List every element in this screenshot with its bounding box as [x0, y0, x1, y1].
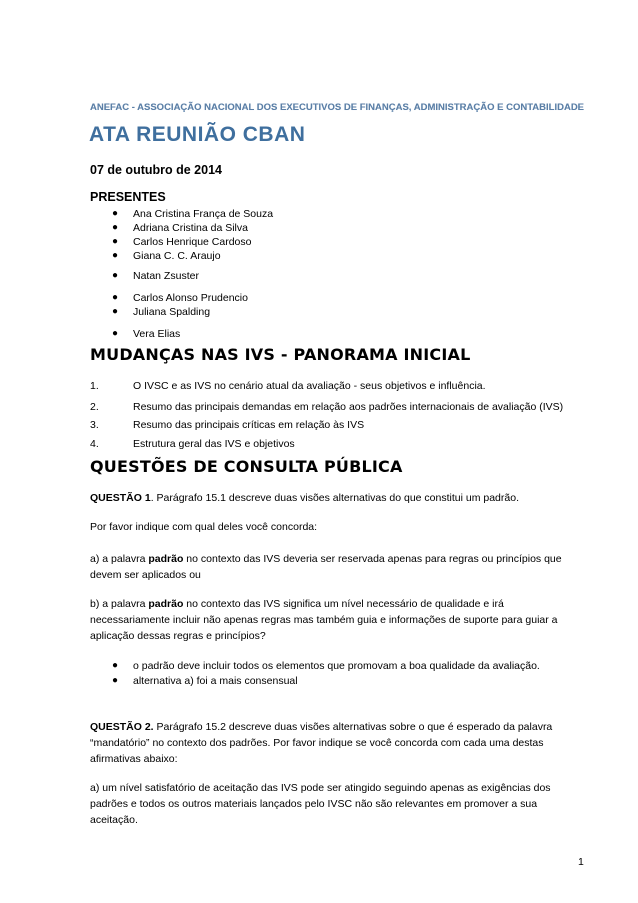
attendee-name: Giana C. C. Araujo: [133, 250, 221, 262]
attendees-heading: PRESENTES: [90, 190, 166, 204]
bullet-icon: ●: [112, 250, 119, 261]
list-item: Resumo das principais críticas em relação às IVS: [133, 419, 365, 431]
option-a-line-1: a) a palavra padrão no contexto das IVS deveria ser reservada apenas para regras ou princípios que: [90, 553, 562, 565]
attendee-name: Carlos Henrique Cardoso: [133, 236, 252, 248]
list-number: 3.: [90, 419, 99, 431]
question-2-label: QUESTÃO 2.: [90, 721, 154, 733]
q2-option-a-line-1: a) um nível satisfatório de aceitação das IVS pode ser atingido seguindo apenas as exigências dos: [90, 782, 551, 794]
bullet-icon: ●: [112, 222, 119, 233]
bullet-icon: ●: [112, 660, 119, 671]
page-number: 1: [578, 856, 584, 868]
list-number: 4.: [90, 438, 99, 450]
option-a-line-2: devem ser aplicados ou: [90, 569, 201, 581]
question-1-intro: [90, 492, 519, 504]
attendee-name: Natan Zsuster: [133, 270, 199, 282]
answer-bullet: alternativa a) foi a mais consensual: [133, 675, 298, 687]
attendee-name: Juliana Spalding: [133, 306, 211, 318]
q2-option-a-line-3: aceitação.: [90, 814, 138, 826]
list-number: 1.: [90, 380, 99, 392]
attendee-name: Ana Cristina França de Souza: [133, 208, 274, 220]
attendee-name: Adriana Cristina da Silva: [133, 222, 248, 234]
list-item: O IVSC e as IVS no cenário atual da avaliação - seus objetivos e influência.: [133, 380, 486, 392]
list-number: 2.: [90, 401, 99, 413]
option-b-line-3: aplicação dessas regras e princípios?: [90, 630, 266, 642]
attendee-name: Carlos Alonso Prudencio: [133, 292, 248, 304]
bullet-icon: ●: [112, 306, 119, 317]
keyword-padrao: padrão: [148, 598, 184, 610]
meeting-date: 07 de outubro de 2014: [90, 163, 222, 177]
document-title: ATA REUNIÃO CBAN: [89, 123, 306, 146]
list-item: Estrutura geral das IVS e objetivos: [133, 438, 295, 450]
bullet-icon: ●: [112, 270, 119, 281]
question-2-line-2: “mandatório” no contexto dos padrões. Por favor indique se você concorda com cada uma destas: [90, 737, 544, 749]
question-2-line-1: QUESTÃO 2. Parágrafo 15.2 descreve duas visões alternativas sobre o que é esperado da palavra: [90, 721, 553, 733]
option-b-line-2: necessariamente incluir não apenas regras mas também guia e informações de suporte para guiar a: [90, 614, 558, 626]
organization-header: ANEFAC - ASSOCIAÇÃO NACIONAL DOS EXECUTIVOS DE FINANÇAS, ADMINISTRAÇÃO E CONTABILIDADE: [90, 102, 585, 113]
bullet-icon: ●: [112, 328, 119, 339]
list-item: Resumo das principais demandas em relação aos padrões internacionais de avaliação (IVS): [133, 401, 564, 413]
section-heading-mudancas: MUDANÇAS NAS IVS - PANORAMA INICIAL: [90, 345, 471, 364]
bullet-icon: ●: [112, 236, 119, 247]
question-1-ask: Por favor indique com qual deles você concorda:: [90, 521, 318, 533]
attendee-name: Vera Elias: [133, 328, 181, 340]
q2-option-a-line-2: padrões e todos os outros materiais lançados pelo IVSC não são relevantes em promover a sua: [90, 798, 538, 810]
keyword-padrao: padrão: [148, 553, 184, 565]
question-2-line-3: afirmativas abaixo:: [90, 753, 178, 765]
option-b-line-1: b) a palavra padrão no contexto das IVS significa um nível necessário de qualidade e irá: [90, 598, 504, 610]
bullet-icon: ●: [112, 292, 119, 303]
question-1-label: QUESTÃO 1: [90, 492, 151, 504]
question-1-text: . Parágrafo 15.1 descreve duas visões alternativas do que constitui um padrão.: [150, 492, 519, 504]
answer-bullet: o padrão deve incluir todos os elementos que promovam a boa qualidade da avaliação.: [133, 660, 540, 672]
bullet-icon: ●: [112, 208, 119, 219]
bullet-icon: ●: [112, 675, 119, 686]
section-heading-questoes: QUESTÕES DE CONSULTA PÚBLICA: [90, 457, 403, 476]
